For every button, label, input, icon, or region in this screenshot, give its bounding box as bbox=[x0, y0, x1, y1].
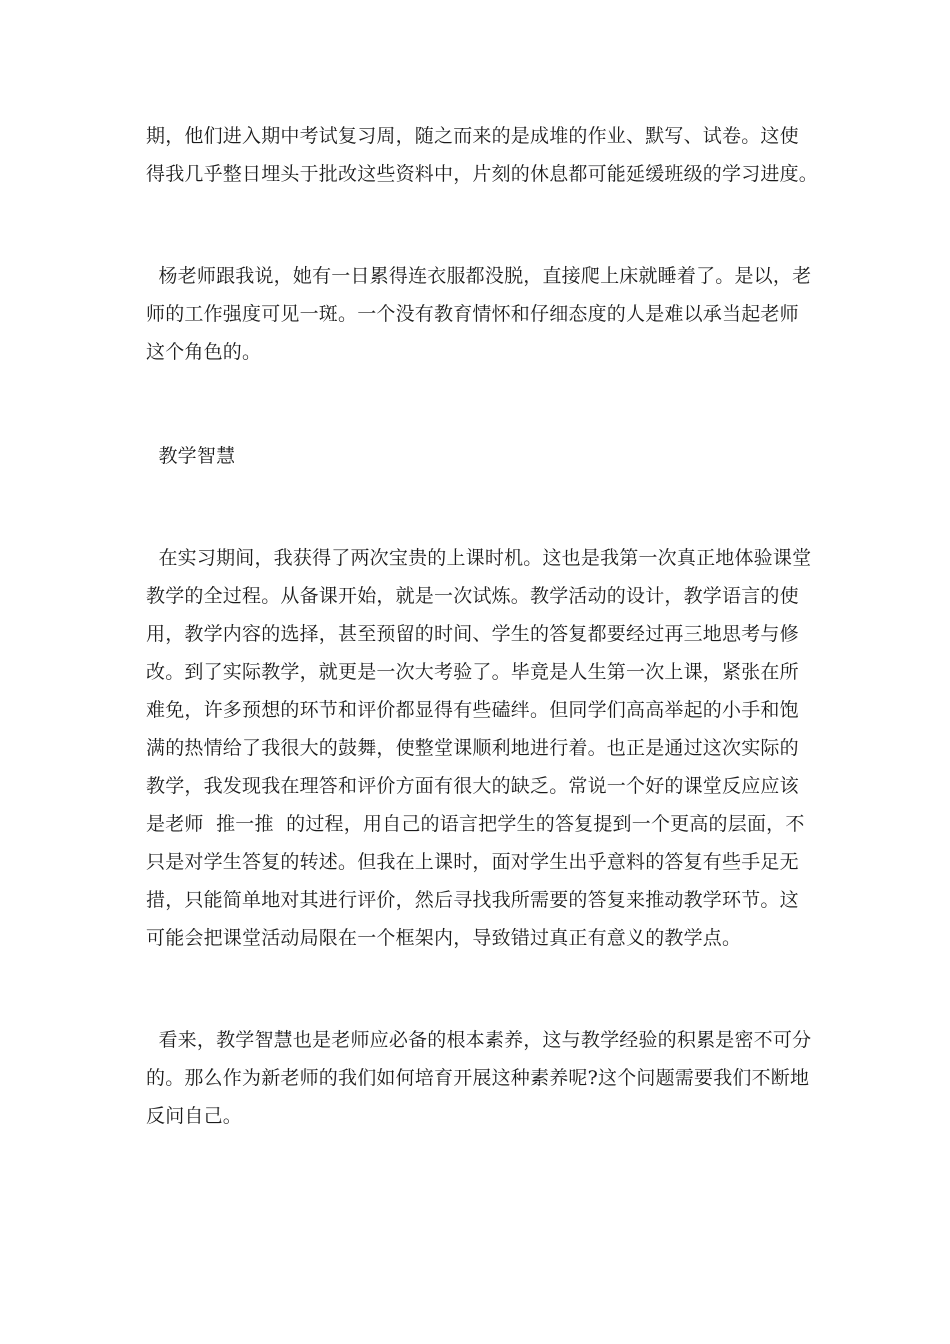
text-line: 杨老师跟我说，她有一日累得连衣服都没脱，直接爬上床就睡着了。是以，老 bbox=[146, 265, 812, 287]
section-heading: 教学智慧 bbox=[146, 445, 236, 467]
text-line: 这个角色的。 bbox=[146, 341, 262, 363]
text-line: 教学，我发现我在理答和评价方面有很大的缺乏。常说一个好的课堂反应应该 bbox=[146, 775, 799, 797]
text-line: 满的热情给了我很大的鼓舞，使整堂课顺利地进行着。也正是通过这次实际的 bbox=[146, 737, 799, 759]
text-line: 只是对学生答复的转述。但我在上课时，面对学生出乎意料的答复有些手足无 bbox=[146, 851, 799, 873]
text-line: 得我几乎整日埋头于批改这些资料中，片刻的休息都可能延缓班级的学习进度。 bbox=[146, 163, 819, 185]
text-line: 反问自己。 bbox=[146, 1105, 243, 1127]
text-line: 用，教学内容的选择，甚至预留的时间、学生的答复都要经过再三地思考与修 bbox=[146, 623, 799, 645]
text-line: 教学的全过程。从备课开始，就是一次试炼。教学活动的设计，教学语言的使 bbox=[146, 585, 799, 607]
text-line: 措，只能简单地对其进行评价，然后寻找我所需要的答复来推动教学环节。这 bbox=[146, 889, 799, 911]
text-line: 师的工作强度可见一斑。一个没有教育情怀和仔细态度的人是难以承当起老师 bbox=[146, 303, 799, 325]
text-line: 在实习期间，我获得了两次宝贵的上课时机。这也是我第一次真正地体验课堂 bbox=[146, 547, 812, 569]
text-line: 难免，许多预想的环节和评价都显得有些磕绊。但同学们高高举起的小手和饱 bbox=[146, 699, 799, 721]
text-line: 是老师 推一推 的过程，用自己的语言把学生的答复提到一个更高的层面，不 bbox=[146, 813, 805, 835]
text-line: 改。到了实际教学，就更是一次大考验了。毕竟是人生第一次上课，紧张在所 bbox=[146, 661, 799, 683]
text-line: 看来，教学智慧也是老师应必备的根本素养，这与教学经验的积累是密不可分 bbox=[146, 1029, 812, 1051]
text-line: 可能会把课堂活动局限在一个框架内，导致错过真正有意义的教学点。 bbox=[146, 927, 742, 949]
text-line: 期，他们进入期中考试复习周，随之而来的是成堆的作业、默写、试卷。这使 bbox=[146, 125, 799, 147]
text-line: 的。那么作为新老师的我们如何培育开展这种素养呢?这个问题需要我们不断地 bbox=[146, 1067, 810, 1089]
